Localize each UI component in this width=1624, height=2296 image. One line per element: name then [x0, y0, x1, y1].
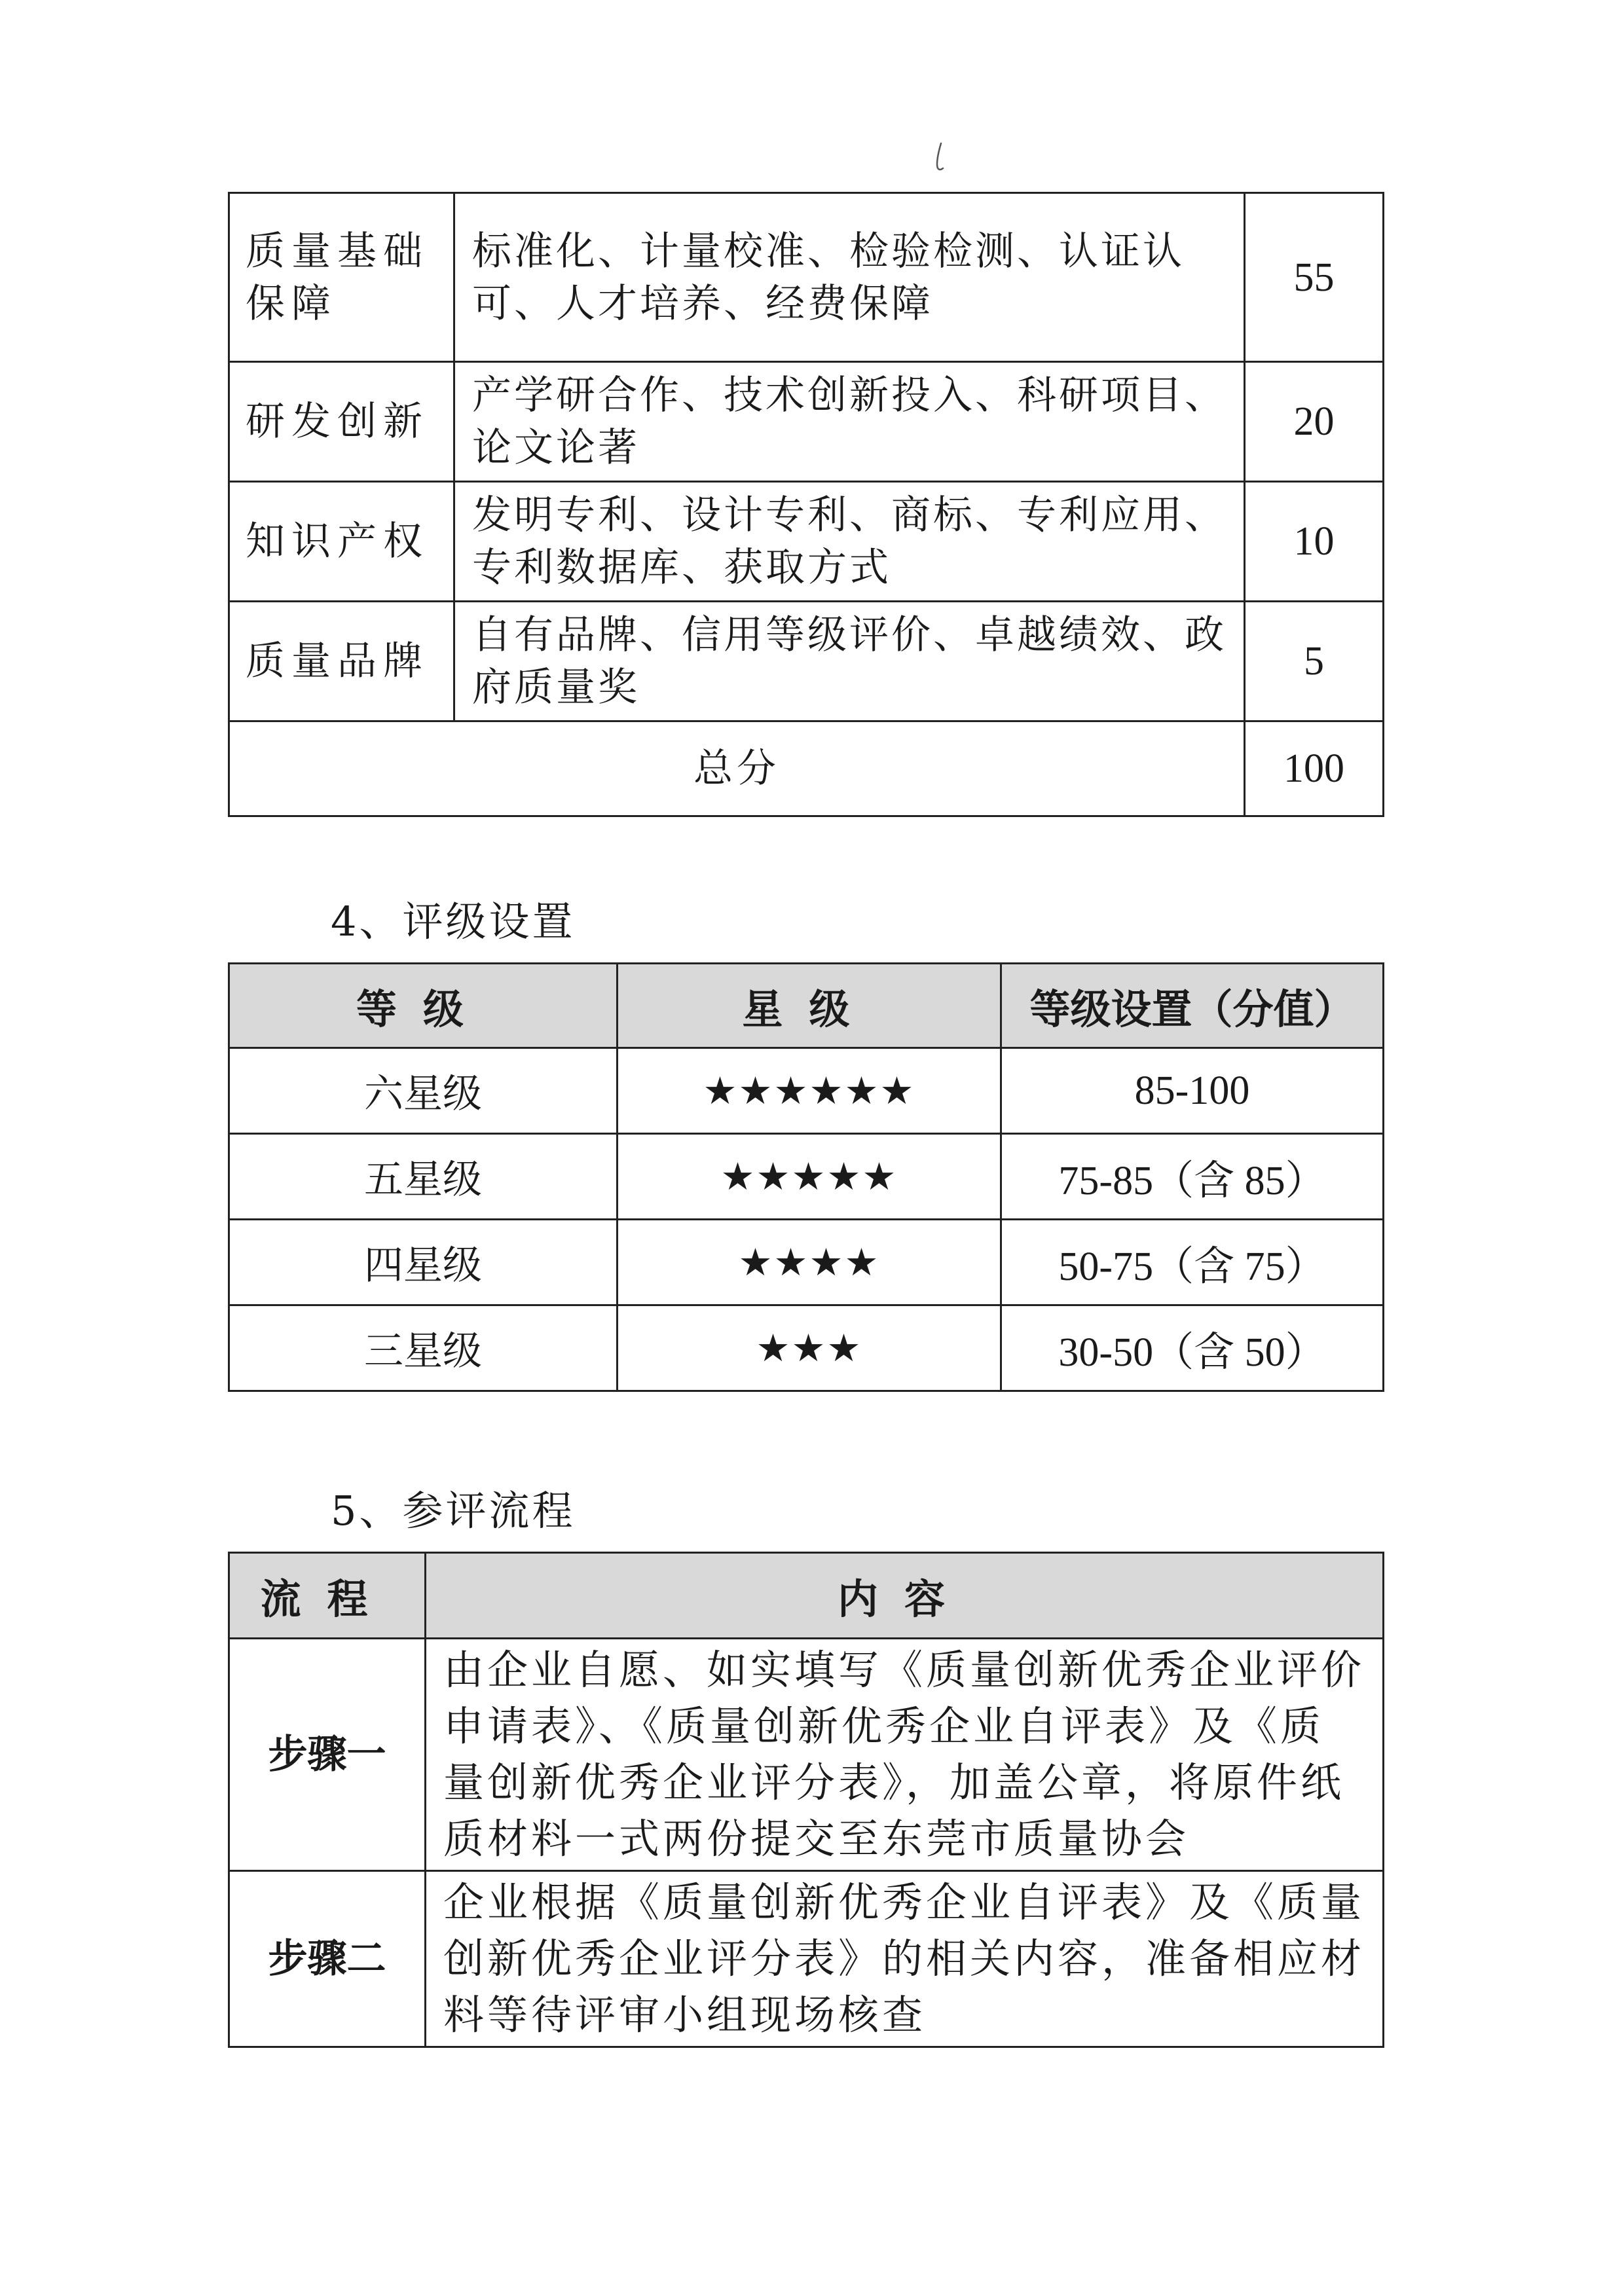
table-row: [229, 1639, 1384, 1871]
table-row: [229, 482, 1384, 602]
items-cell: 产学研合作、技术创新投入、科研项目、论文论著: [454, 362, 1245, 482]
grade-cell: 三星级: [229, 1305, 618, 1391]
range-cell: 50-75（含 75）: [1001, 1220, 1384, 1305]
score-cell: 10: [1245, 482, 1384, 602]
grade-header: 等级: [229, 964, 618, 1048]
stars-header: 星级: [618, 964, 1001, 1048]
grade-cell: 五星级: [229, 1134, 618, 1220]
category-cell: 研发创新: [229, 362, 454, 482]
total-label: 总分: [229, 721, 1245, 816]
stars-cell: ★★★★★★: [618, 1048, 1001, 1134]
items-cell: 标准化、计量校准、检验检测、认证认可、人才培养、经费保障: [454, 193, 1245, 362]
grade-cell: 四星级: [229, 1220, 618, 1305]
step-header: 流程: [229, 1553, 426, 1639]
score-cell: 5: [1245, 602, 1384, 721]
table-row: [229, 193, 1384, 362]
table-row: [229, 1048, 1384, 1134]
table-row: [229, 602, 1384, 721]
table-row: [229, 1134, 1384, 1220]
step-cell: 步骤二: [229, 1871, 426, 2047]
stars-cell: ★★★★★: [618, 1134, 1001, 1220]
total-row: [229, 721, 1384, 816]
score-cell: 20: [1245, 362, 1384, 482]
table-row: [229, 1305, 1384, 1391]
table-row: [229, 1871, 1384, 2047]
range-cell: 85-100: [1001, 1048, 1384, 1134]
score-cell: 55: [1245, 193, 1384, 362]
section-5-heading: 5、参评流程: [331, 1487, 576, 1535]
stars-cell: ★★★★: [618, 1220, 1001, 1305]
stars-cell: ★★★: [618, 1305, 1001, 1391]
table-row: [229, 1220, 1384, 1305]
score-table: [228, 192, 1384, 817]
range-cell: 30-50（含 50）: [1001, 1305, 1384, 1391]
table-row: [229, 362, 1384, 482]
section-4-heading: 4、评级设置: [331, 898, 576, 945]
rating-table: [228, 962, 1384, 1392]
items-cell: 发明专利、设计专利、商标、专利应用、专利数据库、获取方式: [454, 482, 1245, 602]
process-table: [228, 1552, 1384, 2048]
header-row: [229, 964, 1384, 1048]
grade-cell: 六星级: [229, 1048, 618, 1134]
range-header: 等级设置（分值）: [1001, 964, 1384, 1048]
handwritten-page-mark: [933, 141, 946, 173]
category-cell: 质量基础保障: [229, 193, 454, 362]
range-cell: 75-85（含 85）: [1001, 1134, 1384, 1220]
content-cell: 企业根据《质量创新优秀企业自评表》及《质量创新优秀企业评分表》的相关内容，准备相应材料等待评审小组现场核查: [426, 1871, 1384, 2047]
items-cell: 自有品牌、信用等级评价、卓越绩效、政府质量奖: [454, 602, 1245, 721]
category-cell: 知识产权: [229, 482, 454, 602]
content-header: 内容: [426, 1553, 1384, 1639]
step-cell: 步骤一: [229, 1639, 426, 1871]
header-row: [229, 1553, 1384, 1639]
category-cell: 质量品牌: [229, 602, 454, 721]
content-cell: 由企业自愿、如实填写《质量创新优秀企业评价申请表》、《质量创新优秀企业自评表》及《质量创新优秀企业评分表》，加盖公章，将原件纸质材料一式两份提交至东莞市质量协会: [426, 1639, 1384, 1871]
total-score: 100: [1245, 721, 1384, 816]
